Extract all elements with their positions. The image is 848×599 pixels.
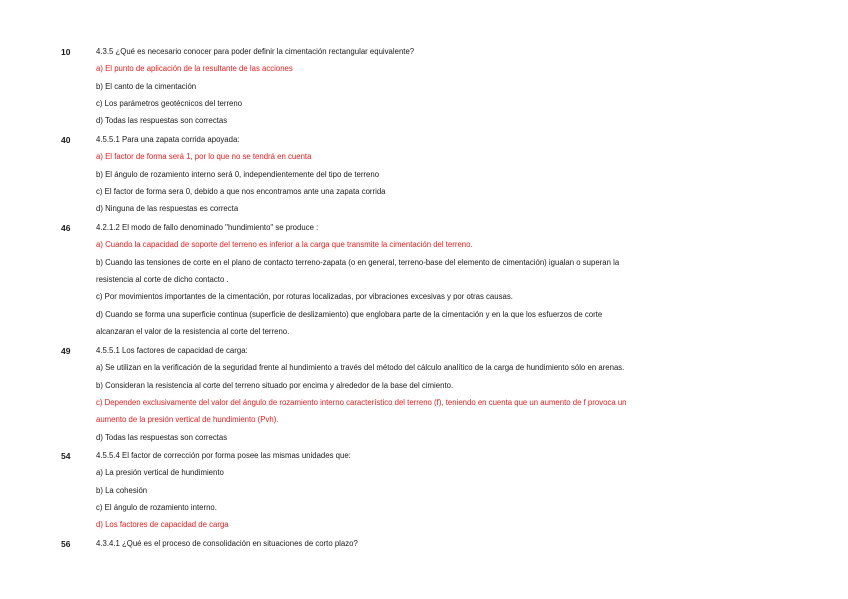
answer-option: a) La presión vertical de hundimiento <box>96 468 224 478</box>
answer-option-correct: a) El factor de forma será 1, por lo que no se tendrá en cuenta <box>96 152 312 162</box>
answer-option: b) El canto de la cimentación <box>96 81 197 91</box>
answer-option: b) Consideran la resistencia al corte del terreno situado por encima y alrededor de la base del cimiento. <box>96 380 454 390</box>
question-number: 56 <box>61 539 71 549</box>
question-text: 4.3.4.1 ¿Qué es el proceso de consolidación en situaciones de corto plazo? <box>96 539 358 548</box>
answer-option: c) El ángulo de rozamiento interno. <box>96 502 217 512</box>
answer-option: b) Cuando las tensiones de corte en el plano de contacto terreno-zapata (o en general, terreno-base del elemento de cimentación) igualan o superan la <box>96 257 620 267</box>
answer-option: c) Por movimientos importantes de la cimentación, por roturas localizadas, por vibraciones excesivas y por otras causas. <box>96 292 513 302</box>
answer-option: resistencia al corte de dicho contacto . <box>96 274 229 284</box>
answer-option: c) El factor de forma sera 0, debido a que nos encontramos ante una zapata corrida <box>96 186 386 196</box>
answer-option-correct: aumento de la presión vertical de hundimiento (Pvh). <box>96 415 279 425</box>
answer-option: d) Todas las respuestas son correctas <box>96 116 228 126</box>
answer-option: d) Todas las respuestas son correctas <box>96 432 228 442</box>
answer-option: a) Se utilizan en la verificación de la seguridad frente al hundimiento a través del método del cálculo analítico de la carga de hundimiento sólo en arenas. <box>96 363 625 373</box>
question-text: 4.5.5.1 Los factores de capacidad de carga: <box>96 346 248 355</box>
answer-option-correct: d) Los factores de capacidad de carga <box>96 520 229 530</box>
question-number: 54 <box>61 451 71 461</box>
answer-option-correct: a) El punto de aplicación de la resultante de las acciones <box>96 64 293 74</box>
question-text: 4.2.1.2 El modo de fallo denominado "hundimiento" se produce : <box>96 223 319 232</box>
question-text: 4.5.5.1 Para una zapata corrida apoyada: <box>96 135 240 144</box>
answer-option: d) Ninguna de las respuestas es correcta <box>96 204 239 214</box>
question-text: 4.3.5 ¿Qué es necesario conocer para poder definir la cimentación rectangular equivalente? <box>96 47 415 56</box>
question-number: 40 <box>61 135 71 145</box>
answer-option: alcanzaran el valor de la resistencia al corte del terreno. <box>96 326 290 336</box>
question-number: 49 <box>61 346 71 356</box>
answer-option: c) Los parámetros geotécnicos del terreno <box>96 98 243 108</box>
answer-option-correct: c) Dependen exclusivamente del valor del ángulo de rozamiento interno característico del terreno (f), teniendo en cuenta que un aumento de f provoca un <box>96 397 627 407</box>
answer-option: b) El ángulo de rozamiento interno será 0, independientemente del tipo de terreno <box>96 169 380 179</box>
question-text: 4.5.5.4 El factor de corrección por forma posee las mismas unidades que: <box>96 451 351 460</box>
question-number: 10 <box>61 47 71 57</box>
answer-option-correct: a) Cuando la capacidad de soporte del terreno es inferior a la carga que transmite la cimentación del terreno. <box>96 240 473 250</box>
question-number: 46 <box>61 223 71 233</box>
answer-option: d) Cuando se forma una superficie continua (superficie de deslizamiento) que englobara parte de la cimentación y en la que los esfuerzos de corte <box>96 309 603 319</box>
answer-option: b) La cohesión <box>96 485 148 495</box>
